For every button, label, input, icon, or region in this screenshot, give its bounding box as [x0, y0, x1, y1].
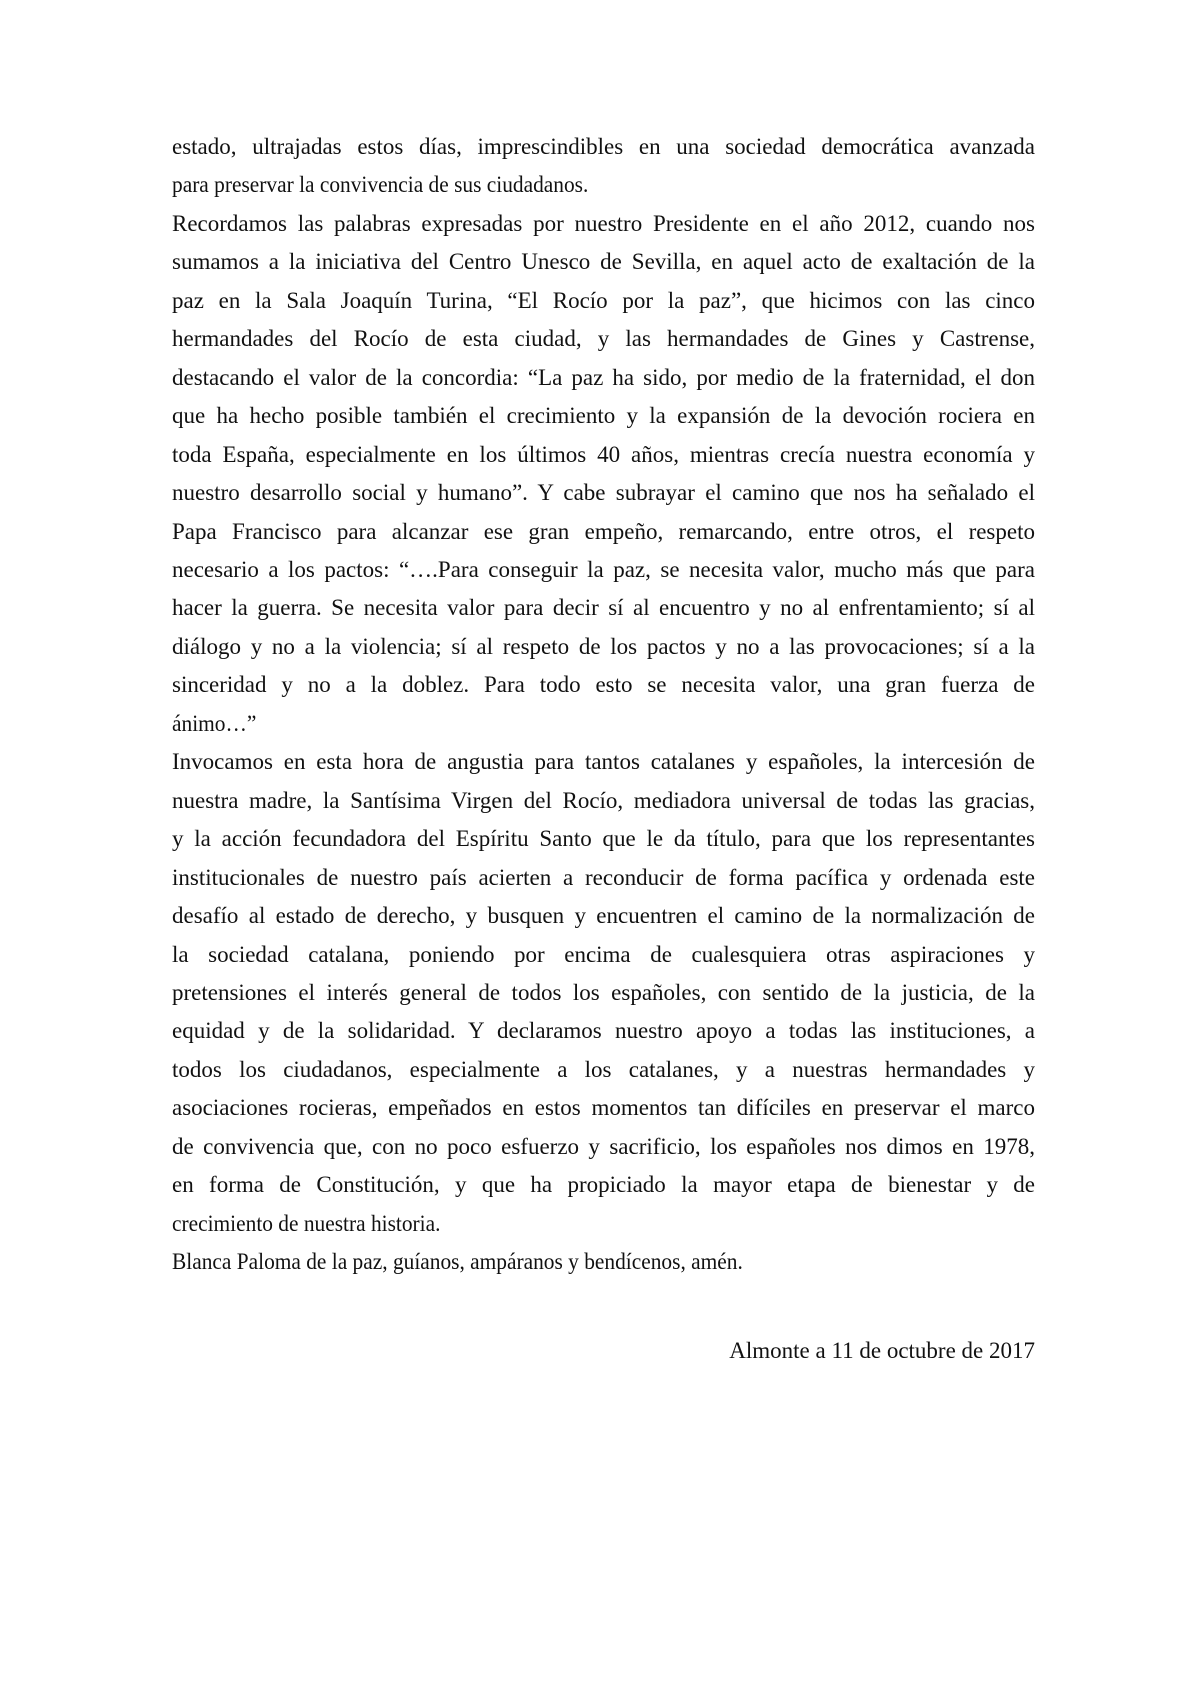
paragraph — [172, 205, 1035, 743]
text-line-content: para preservar la convivencia de sus ciudadanos. — [172, 172, 589, 198]
text-line-content: crecimiento de nuestra historia. — [172, 1210, 441, 1236]
text-line — [172, 205, 1035, 243]
document-body — [172, 128, 1035, 1282]
paragraph — [172, 128, 1035, 205]
text-line — [172, 974, 1035, 1012]
text-line-content: asociaciones rocieras, empeñados en estos momentos tan difíciles en preservar el marco — [172, 1095, 1035, 1121]
paragraph — [172, 1243, 1035, 1281]
text-line-content: institucionales de nuestro país acierten a reconducir de forma pacífica y ordenada este — [172, 864, 1035, 890]
text-line-content: estado, ultrajadas estos días, imprescindibles en una sociedad democrática avanzada — [172, 134, 1035, 159]
text-line — [172, 397, 1035, 435]
text-line-content: en forma de Constitución, y que ha propiciado la mayor etapa de bienestar y de — [172, 1172, 1035, 1198]
text-line-content: diálogo y no a la violencia; sí al respeto de los pactos y no a las provocaciones; sí a la — [172, 633, 1035, 659]
text-line — [172, 1012, 1035, 1050]
text-line — [172, 359, 1035, 397]
text-line-content: Recordamos las palabras expresadas por nuestro Presidente en el año 2012, cuando nos — [172, 210, 1035, 236]
text-line — [172, 282, 1035, 320]
text-line-content: toda España, especialmente en los últimos 40 años, mientras crecía nuestra economía y — [172, 441, 1035, 467]
text-line — [172, 743, 1035, 781]
text-line — [172, 859, 1035, 897]
text-line-content: Blanca Paloma de la paz, guíanos, ampáranos y bendícenos, amén. — [172, 1249, 743, 1275]
text-line-content: la sociedad catalana, poniendo por encima de cualesquiera otras aspiraciones y — [172, 941, 1035, 967]
text-line — [172, 897, 1035, 935]
text-line — [172, 628, 1035, 666]
text-line-content: ánimo…” — [172, 710, 257, 736]
text-line — [172, 820, 1035, 858]
text-line — [172, 513, 1035, 551]
text-line-content: sinceridad y no a la doblez. Para todo esto se necesita valor, una gran fuerza de — [172, 672, 1035, 698]
signature-date: Almonte a 11 de octubre de 2017 — [729, 1338, 1035, 1363]
text-line — [172, 705, 1035, 743]
paragraph — [172, 743, 1035, 1243]
text-line — [172, 1089, 1035, 1127]
text-line-content: destacando el valor de la concordia: “La paz ha sido, por medio de la fraternidad, el don — [172, 364, 1035, 390]
text-line — [172, 551, 1035, 589]
text-line — [172, 474, 1035, 512]
text-line-content: nuestra madre, la Santísima Virgen del Rocío, mediadora universal de todas las gracias, — [172, 787, 1035, 813]
text-line — [172, 1051, 1035, 1089]
text-line-content: equidad y de la solidaridad. Y declaramos nuestro apoyo a todas las instituciones, a — [172, 1018, 1035, 1044]
text-line-content: todos los ciudadanos, especialmente a los catalanes, y a nuestras hermandades y — [172, 1056, 1035, 1082]
text-line — [172, 320, 1035, 358]
text-line-content: nuestro desarrollo social y humano”. Y cabe subrayar el camino que nos ha señalado el — [172, 480, 1035, 506]
text-line-content: de convivencia que, con no poco esfuerzo y sacrificio, los españoles nos dimos en 1978, — [172, 1133, 1035, 1159]
text-line-content: hacer la guerra. Se necesita valor para decir sí al encuentro y no al enfrentamiento; sí al — [172, 595, 1035, 621]
text-line-content: y la acción fecundadora del Espíritu Santo que le da título, para que los representantes — [172, 826, 1035, 852]
text-line — [172, 782, 1035, 820]
text-line — [172, 1243, 1035, 1281]
text-line-content: Papa Francisco para alcanzar ese gran empeño, remarcando, entre otros, el respeto — [172, 518, 1035, 544]
text-line-content: Invocamos en esta hora de angustia para tantos catalanes y españoles, la intercesión de — [172, 749, 1035, 775]
text-line — [172, 1128, 1035, 1166]
text-line — [172, 666, 1035, 704]
text-line — [172, 936, 1035, 974]
text-line — [172, 589, 1035, 627]
text-line-content: paz en la Sala Joaquín Turina, “El Rocío por la paz”, que hicimos con las cinco — [172, 287, 1035, 313]
text-line-content: sumamos a la iniciativa del Centro Unesco de Sevilla, en aquel acto de exaltación de la — [172, 249, 1035, 275]
text-line-content: que ha hecho posible también el crecimiento y la expansión de la devoción rociera en — [172, 403, 1035, 429]
text-line — [172, 1166, 1035, 1204]
text-line-content: hermandades del Rocío de esta ciudad, y las hermandades de Gines y Castrense, — [172, 326, 1035, 352]
text-line-content: pretensiones el interés general de todos los españoles, con sentido de la justicia, de la — [172, 979, 1035, 1005]
text-line — [172, 436, 1035, 474]
text-line — [172, 243, 1035, 281]
text-line — [172, 1205, 1035, 1243]
text-line — [172, 128, 1035, 166]
text-line — [172, 166, 1035, 204]
text-line-content: necesario a los pactos: “….Para conseguir la paz, se necesita valor, mucho más que para — [172, 556, 1035, 582]
text-line-content: desafío al estado de derecho, y busquen y encuentren el camino de la normalización de — [172, 903, 1035, 929]
